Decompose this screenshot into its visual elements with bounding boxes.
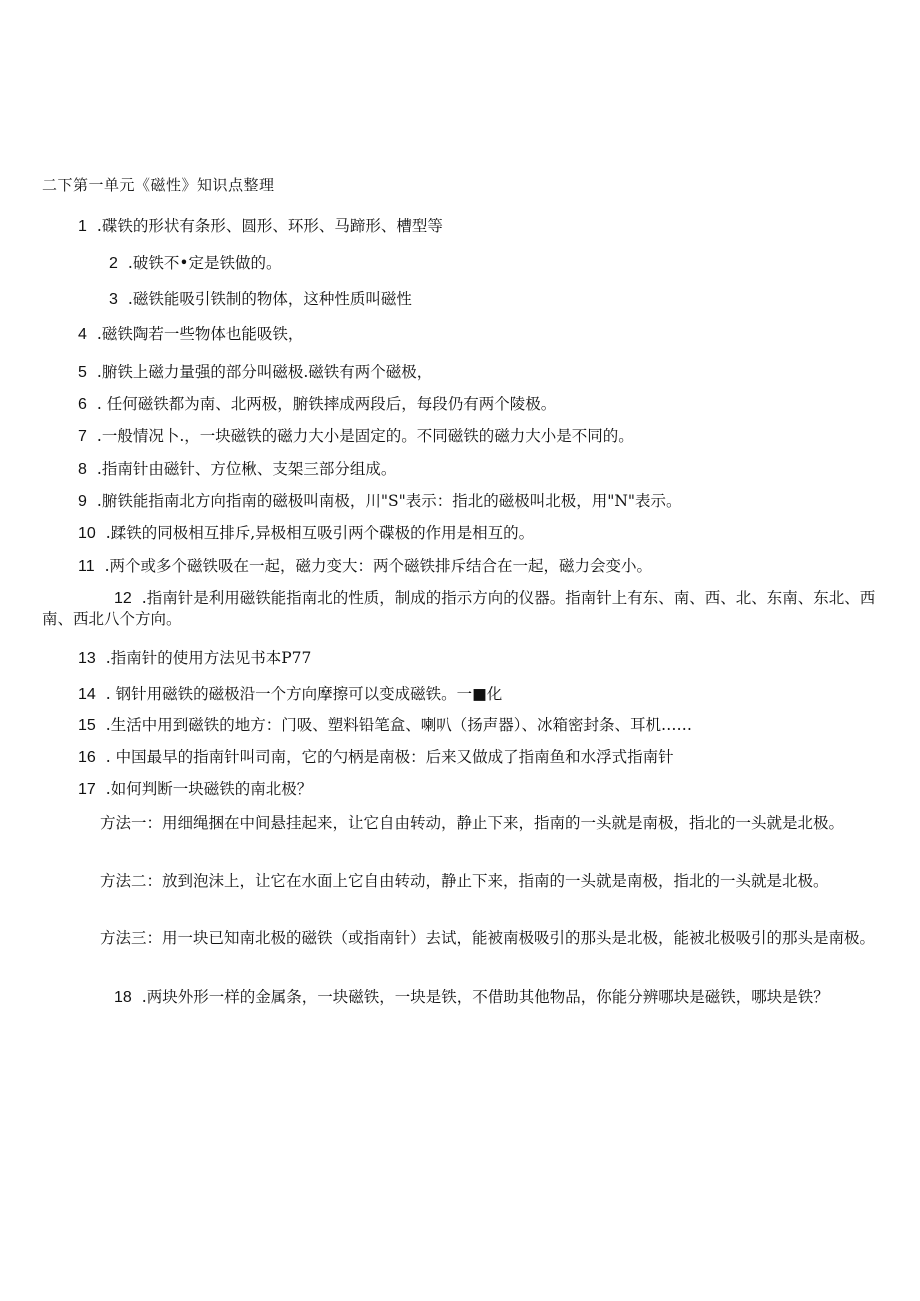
list-item: [42, 715, 880, 736]
item-text: .指南针由磁针、方位楸、支架三部分组成。: [96, 460, 397, 478]
list-item: [42, 523, 880, 544]
item-number: 15: [78, 717, 96, 734]
item-number: 6: [78, 396, 87, 413]
item-number: 1: [78, 218, 87, 235]
item-number: 7: [78, 428, 87, 445]
item-text: .两个或多个磁铁吸在一起，磁力变大：两个磁铁排斥结合在一起，磁力会变小。: [104, 557, 653, 575]
item-text: .碟铁的形状有条形、圆形、环形、马蹄形、槽型等: [96, 217, 443, 235]
list-item: [42, 556, 880, 577]
item-text: .腑铁能指南北方向指南的磁极叫南极，川"S"表示：指北的磁极叫北极，用"N"表示。: [96, 492, 682, 510]
item-text: .生活中用到磁铁的地方：门吸、塑料铅笔盒、喇叭（扬声器）、冰箱密封条、耳机……: [105, 716, 692, 734]
item-number: 18: [114, 989, 132, 1006]
item-text: . 钢针用磁铁的磁极沿一个方向摩擦可以变成磁铁。一■化: [105, 685, 503, 703]
list-item: [42, 747, 880, 768]
item-text: .蹂铁的同极相互排斥,异极相互吸引两个碟极的作用是相互的。: [105, 524, 535, 542]
item-number: 14: [78, 686, 96, 703]
item-text: . 任何磁铁都为南、北两极，腑铁摔成两段后，每段仍有两个陵极。: [96, 395, 557, 413]
item-number: 17: [78, 781, 96, 798]
list-item: [42, 684, 880, 705]
item-number: 2: [109, 255, 118, 272]
item-number: 16: [78, 749, 96, 766]
list-item: [42, 216, 880, 237]
item-text: .指南针是利用磁铁能指南北的性质，制成的指示方向的仪器。指南针上有东、南、西、北、东南、东北、西南、西北八个方向。: [42, 589, 876, 628]
list-item: [42, 648, 880, 669]
list-item: [42, 362, 880, 383]
list-item: [42, 324, 880, 345]
list-item: [42, 588, 880, 630]
item-text: .指南针的使用方法见书本P77: [105, 649, 312, 667]
item-number: 5: [78, 364, 87, 381]
method-paragraph: 方法三：用一块已知南北极的磁铁（或指南针）去试，能被南极吸引的那头是北极，能被北极吸引的那头是南极。: [100, 929, 876, 947]
item-number: 8: [78, 461, 87, 478]
item-text: .如何判断一块磁铁的南北极？: [105, 780, 313, 798]
list-item: [42, 986, 880, 1009]
item-number: 13: [78, 650, 96, 667]
list-item: [42, 394, 880, 415]
list-item: [42, 289, 880, 310]
list-item: [42, 459, 880, 480]
method-paragraph: 方法二：放到泡沫上，让它在水面上它自由转动，静止下来，指南的一头就是南极，指北的一头就是北极。: [100, 872, 829, 890]
list-item: [42, 426, 880, 447]
list-item: [42, 779, 880, 800]
item-text: .磁铁能吸引铁制的物体，这种性质叫磁性: [127, 290, 412, 308]
list-item: [42, 253, 880, 274]
item-text: .两块外形一样的金属条，一块磁铁，一块是铁，不借助其他物品，你能分辨哪块是磁铁，哪块是铁？: [141, 988, 829, 1006]
method-paragraph: 方法一：用细绳捆在中间悬挂起来，让它自由转动，静止下来，指南的一头就是南极，指北的一头就是北极。: [100, 814, 845, 832]
item-number: 9: [78, 493, 87, 510]
item-number: 3: [109, 291, 118, 308]
item-number: 12: [114, 590, 132, 607]
item-text: .一般情况卜.，一块磁铁的磁力大小是固定的。不同磁铁的磁力大小是不同的。: [96, 427, 634, 445]
item-text: .破铁不•定是铁做的。: [127, 254, 282, 272]
item-number: 11: [78, 558, 95, 575]
item-number: 4: [78, 326, 87, 343]
page-title: 二下第一单元《磁性》知识点整理: [42, 176, 275, 194]
item-text: .腑铁上磁力量强的部分叫磁极.磁铁有两个磁极，: [96, 363, 433, 381]
item-text: . 中国最早的指南针叫司南，它的勺柄是南极：后来又做成了指南鱼和水浮式指南针: [105, 748, 674, 766]
item-text: .磁铁陶若一些物体也能吸铁，: [96, 325, 304, 343]
list-item: [42, 491, 880, 512]
item-number: 10: [78, 525, 96, 542]
